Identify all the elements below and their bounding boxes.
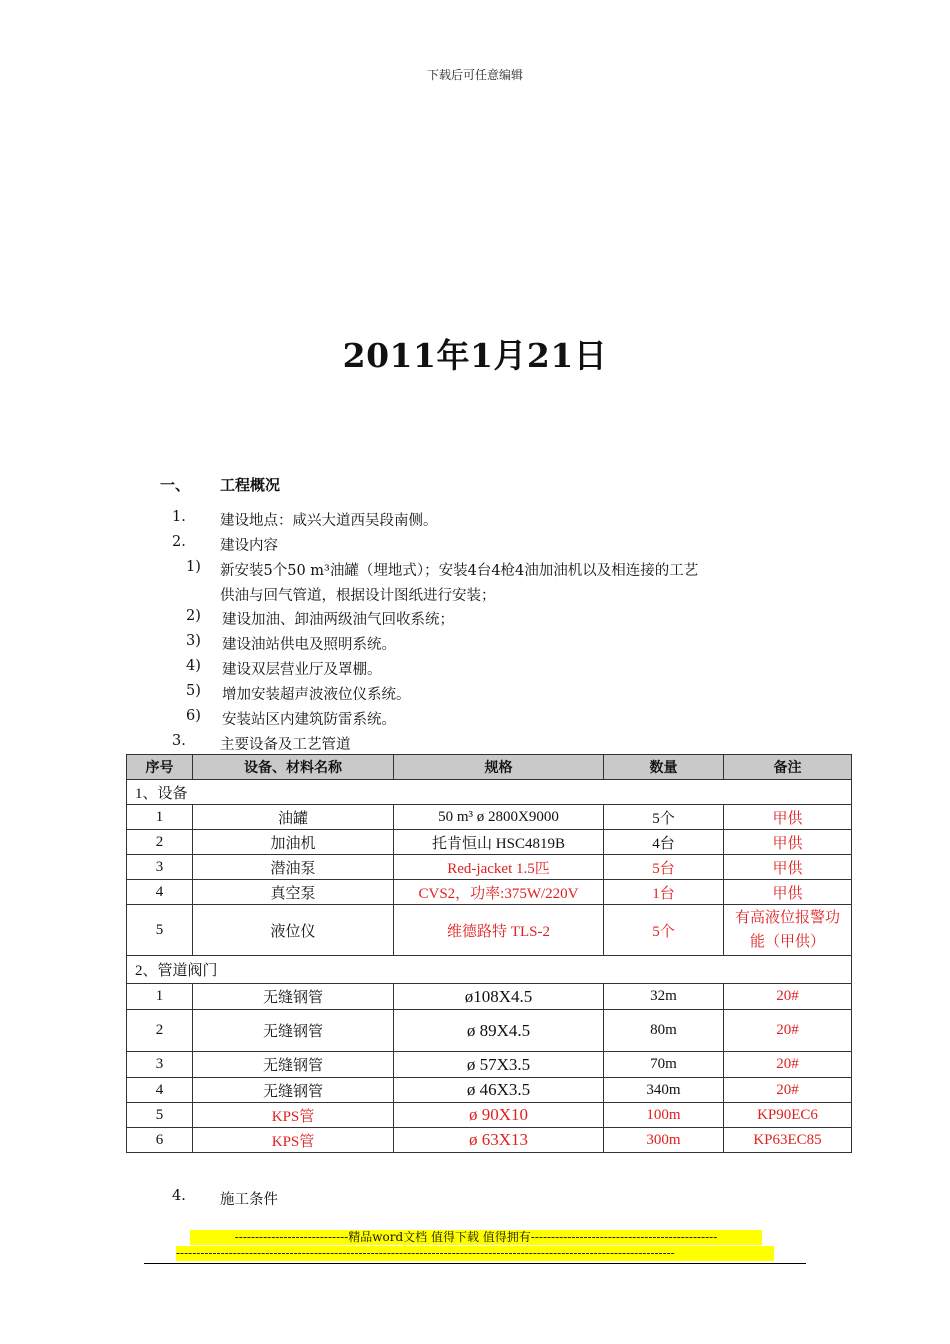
table-row	[127, 1128, 852, 1153]
cell-name: 加油机	[193, 830, 394, 855]
item-text: 建设内容	[220, 538, 278, 554]
item-number: 3.	[172, 733, 186, 749]
cell-spec: ø 90X10	[394, 1103, 604, 1128]
cell-note: KP63EC85	[724, 1128, 852, 1153]
item-text: 建设地点：咸兴大道西吴段南侧。	[220, 513, 438, 529]
cell-note: 20#	[724, 1052, 852, 1078]
cell-note: 20#	[724, 1078, 852, 1103]
table-row	[127, 1052, 852, 1078]
cell-spec: ø 46X3.5	[394, 1078, 604, 1103]
cell-note: 甲供	[724, 805, 852, 830]
cell-name: 潜油泵	[193, 855, 394, 880]
item-text: 主要设备及工艺管道	[220, 737, 351, 753]
cell-spec: 50 m³ ø 2800X9000	[394, 805, 604, 830]
footer-rule	[144, 1263, 806, 1264]
cell-no: 1	[127, 984, 193, 1010]
cell-spec: ø 57X3.5	[394, 1052, 604, 1078]
col-header-spec: 规格	[394, 755, 604, 780]
table-row	[127, 905, 852, 956]
cell-qty: 4台	[604, 830, 724, 855]
table-row	[127, 880, 852, 905]
sub-item-text: 安装站区内建筑防雷系统。	[222, 712, 396, 728]
cell-name: 无缝钢管	[193, 1010, 394, 1052]
sub-item-text: 新安装5个50 m³油罐（埋地式）；安装4台4枪4油加油机以及相连接的工艺	[220, 563, 699, 579]
sub-item-text: 建设加油、卸油两级油气回收系统；	[222, 612, 454, 628]
cell-qty: 70m	[604, 1052, 724, 1078]
cell-note: 有高液位报警功能（甲供）	[724, 905, 852, 956]
cell-note: 甲供	[724, 880, 852, 905]
cell-qty: 80m	[604, 1010, 724, 1052]
table-row	[127, 984, 852, 1010]
section-number: 一、	[160, 476, 191, 494]
item-number: 1.	[172, 509, 186, 525]
equipment-table	[126, 754, 852, 1153]
footer-banner: ----------------------------精品word文档 值得下载 值得拥有----------------------------------------------	[190, 1230, 762, 1245]
sub-item-text: 建设双层营业厅及罩棚。	[222, 662, 382, 678]
cell-name: 液位仪	[193, 905, 394, 956]
table-section-row	[127, 956, 852, 984]
sub-item-text-continued: 供油与回气管道，根据设计图纸进行安装；	[220, 588, 496, 604]
cell-qty: 5台	[604, 855, 724, 880]
col-header-note: 备注	[724, 755, 852, 780]
cell-no: 3	[127, 855, 193, 880]
cell-spec: ø 63X13	[394, 1128, 604, 1153]
table-row	[127, 1103, 852, 1128]
cell-no: 1	[127, 805, 193, 830]
cell-note: 甲供	[724, 855, 852, 880]
table-header-row	[127, 755, 852, 780]
cell-name: 无缝钢管	[193, 1052, 394, 1078]
cell-qty: 340m	[604, 1078, 724, 1103]
cell-name: 无缝钢管	[193, 984, 394, 1010]
cell-name: 油罐	[193, 805, 394, 830]
col-header-qty: 数量	[604, 755, 724, 780]
table-row	[127, 805, 852, 830]
cell-spec: ø108X4.5	[394, 984, 604, 1010]
table-row	[127, 1010, 852, 1052]
cell-qty: 1台	[604, 880, 724, 905]
cell-qty: 32m	[604, 984, 724, 1010]
cell-note: 20#	[724, 984, 852, 1010]
cell-spec: ø 89X4.5	[394, 1010, 604, 1052]
cell-qty: 300m	[604, 1128, 724, 1153]
cell-note: KP90EC6	[724, 1103, 852, 1128]
cell-spec: Red-jacket 1.5匹	[394, 855, 604, 880]
cell-no: 5	[127, 1103, 193, 1128]
sub-item-number: 5)	[186, 683, 201, 699]
table-row	[127, 855, 852, 880]
col-header-no: 序号	[127, 755, 193, 780]
footer-banner-dashes: ---------------------------------------------------------------------------------------------------------------------------	[176, 1246, 774, 1261]
sub-item-number: 1)	[186, 559, 201, 575]
cell-no: 2	[127, 1010, 193, 1052]
table-row	[127, 830, 852, 855]
cell-spec: 维德路特 TLS-2	[394, 905, 604, 956]
cell-name: KPS管	[193, 1128, 394, 1153]
section-title: 工程概况	[220, 476, 281, 494]
date-title: 2011年1月21日	[342, 336, 608, 375]
section-label-equipment: 1、设备	[127, 780, 852, 805]
cell-spec: 托肯恒山 HSC4819B	[394, 830, 604, 855]
cell-qty: 5个	[604, 805, 724, 830]
sub-item-text: 增加安装超声波液位仪系统。	[222, 687, 411, 703]
cell-no: 4	[127, 1078, 193, 1103]
cell-no: 6	[127, 1128, 193, 1153]
table-row	[127, 1078, 852, 1103]
col-header-name: 设备、材料名称	[193, 755, 394, 780]
sub-item-number: 4)	[186, 658, 201, 674]
cell-no: 5	[127, 905, 193, 956]
cell-name: 无缝钢管	[193, 1078, 394, 1103]
cell-name: KPS管	[193, 1103, 394, 1128]
cell-note: 20#	[724, 1010, 852, 1052]
header-note: 下载后可任意编辑	[426, 68, 523, 82]
cell-no: 4	[127, 880, 193, 905]
item-text: 施工条件	[220, 1192, 278, 1208]
cell-name: 真空泵	[193, 880, 394, 905]
sub-item-number: 6)	[186, 708, 201, 724]
table-section-row	[127, 780, 852, 805]
cell-qty: 5个	[604, 905, 724, 956]
item-number: 2.	[172, 534, 186, 550]
section-label-pipes: 2、管道阀门	[127, 956, 852, 984]
cell-qty: 100m	[604, 1103, 724, 1128]
sub-item-number: 3)	[186, 633, 201, 649]
cell-no: 2	[127, 830, 193, 855]
sub-item-number: 2)	[186, 608, 201, 624]
cell-no: 3	[127, 1052, 193, 1078]
sub-item-text: 建设油站供电及照明系统。	[222, 637, 396, 653]
cell-note: 甲供	[724, 830, 852, 855]
item-number: 4.	[172, 1188, 186, 1204]
cell-spec: CVS2，功率:375W/220V	[394, 880, 604, 905]
